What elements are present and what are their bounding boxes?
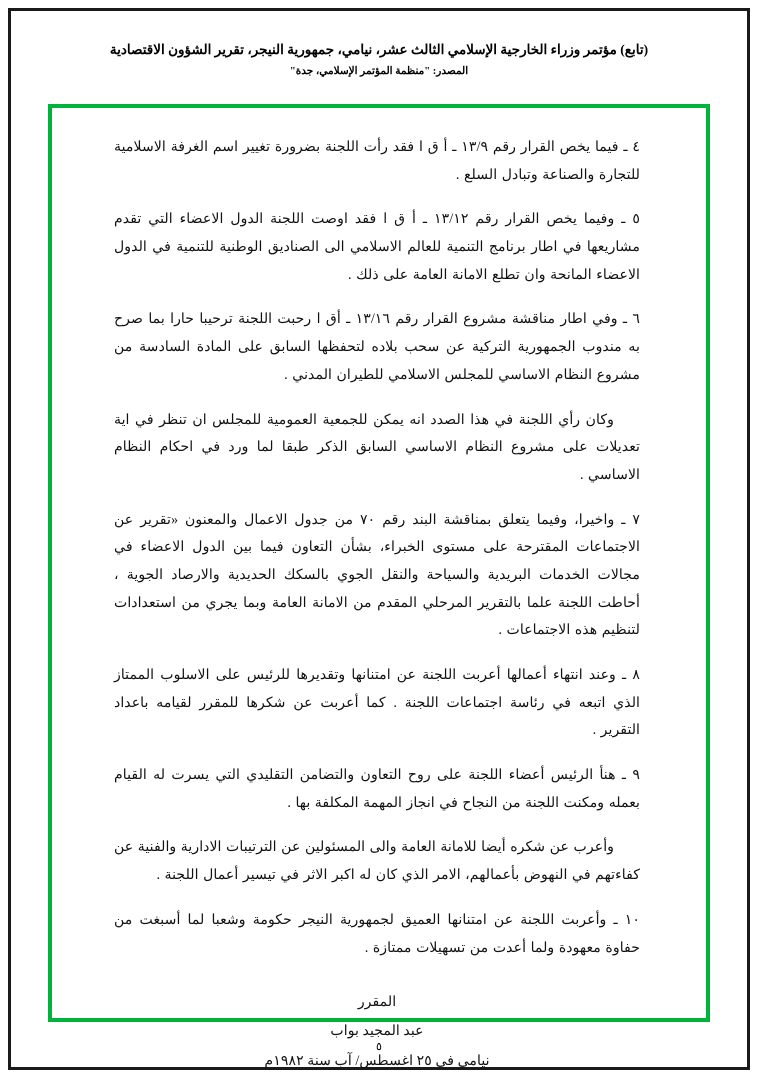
paragraph-7: ٧ ـ واخيرا، وفيما يتعلق بمناقشة البند رقم ٧٠ من جدول الاعمال والمعنون «تقرير عن الاجتماعات المقترحة على مستوى الخبراء، بشأن التعاون فيما بين الدول الاعضاء في مجالات الخدمات البريدية والسياحة والنقل الجوي بالسكك الحديدية والارصاد الجوية ، أحاطت اللجنة علما بالتقرير المرحلي المقدم من الامانة العامة وبما يجري من استعدادات لتنظيم هذه الاجتماعات . <box>114 511 640 639</box>
header-source: المصدر: "منظمة المؤتمر الإسلامي، جدة" <box>289 66 469 78</box>
signature-name: عبد المجيد بواب <box>330 1022 424 1039</box>
document-body <box>62 124 692 1069</box>
signature-block <box>114 988 640 1078</box>
paragraph-4: ٤ ـ فيما يخص القرار رقم ١٣/٩ ـ أ ق ا فقد رأت اللجنة بضرورة تغيير اسم الغرفة الاسلامية للتجارة والصناعة وتبادل السلع . <box>114 139 640 183</box>
paragraph-8: ٨ ـ وعند انتهاء أعمالها أعربت اللجنة عن امتنانها وتقديرها للرئيس على الاسلوب الممتاز الذي اتبعه في رئاسة اجتماعات اللجنة . كما أعربت عن شكرها للمقرر لقيامه باعداد التقرير . <box>114 667 640 739</box>
page-number: ٥ <box>376 1041 382 1053</box>
paragraph-9-continuation: وأعرب عن شكره أيضا للامانة العامة والى المسئولين عن الترتيبات الادارية والفنية عن كفاءتهم في النهوض بأعمالهم، الامر الذي كان له اكبر الاثر في تيسير أعمال اللجنة . <box>113 839 640 884</box>
paragraph-6-continuation: وكان رأي اللجنة في هذا الصدد انه يمكن للجمعية العمومية للمجلس ان تنظر في اية تعديلات على مشروع النظام الاساسي السابق الذكر طبقا لما ورد في احكام النظام الاساسي . <box>114 411 640 483</box>
paragraph-6: ٦ ـ وفي اطار مناقشة مشروع القرار رقم ١٣/١٦ ـ أق ا رحبت اللجنة ترحيبا حارا بما صرح به مندوب الجمهورية التركية عن سحب بلاده لتحفظها السابق على المادة السادسة من مشروع النظام الاساسي للمجلس الاسلامي للطيران المدني . <box>114 311 640 383</box>
signature-role: المقرر <box>357 994 397 1011</box>
header-title: (تابع) مؤتمر وزراء الخارجية الإسلامي الثالث عشر، نيامي، جمهورية النيجر، تقرير الشؤون الاقتصادية <box>109 42 649 57</box>
page-header <box>40 40 718 77</box>
signature-date: نيامي في ٢٥ اغسطس/ آب سنة ١٩٨٢م <box>264 1053 490 1069</box>
paragraph-5: ٥ ـ وفيما يخص القرار رقم ١٣/١٢ ـ أ ق ا فقد اوصت اللجنة الدول الاعضاء التي تقدم مشاريعها في اطار برنامج التنمية للعالم الاسلامي الى الصناديق الوطنية للتنمية في الدول الاعضاء المانحة وان تطلع الامانة العامة على ذلك . <box>114 211 640 283</box>
paragraph-9: ٩ ـ هنأ الرئيس أعضاء اللجنة على روح التعاون والتضامن التقليدي التي يسرت له القيام بعمله ومكنت اللجنة من النجاح في انجاز المهمة المكلفة بها . <box>114 767 640 811</box>
paragraph-10: ١٠ ـ وأعربت اللجنة عن امتنانها العميق لجمهورية النيجر حكومة وشعبا لما أسبغت من حفاوة معهودة ولما أعدت من تسهيلات ممتازة . <box>114 911 640 956</box>
